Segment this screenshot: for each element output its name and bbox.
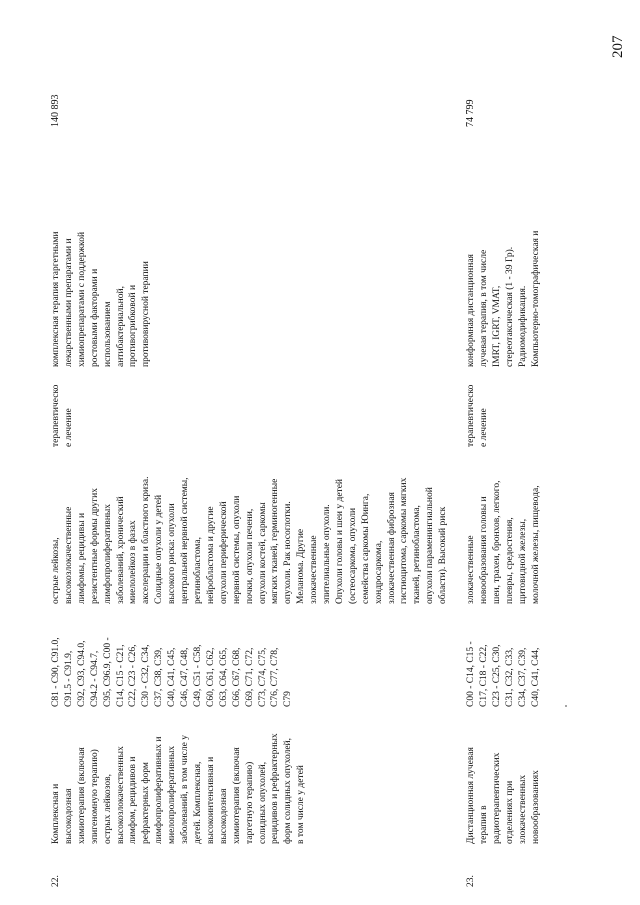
text-line: C91.5 - C91.9, xyxy=(63,650,74,707)
cost-value: 140 893 xyxy=(50,94,61,127)
row-number: 23. xyxy=(466,875,476,887)
icd-codes xyxy=(465,612,542,707)
text-line: химиотерапия (включая xyxy=(231,747,242,844)
text-line: C14, C15 - C21, xyxy=(115,644,126,707)
text-line: плевры, средостения, xyxy=(504,517,515,604)
text-line: Комплексная и xyxy=(51,783,61,844)
text-line: C34, C37, C39, xyxy=(517,647,528,707)
text-line: высокого риска: опухоли xyxy=(167,503,178,604)
text-line: C73, C74, C75, xyxy=(257,647,268,707)
text-line: C40, C41, C44, xyxy=(530,647,541,707)
text-line: C94.2 - C94.7, xyxy=(89,650,100,707)
text-line: резистентные формы других xyxy=(89,487,100,604)
text-line: терапия в xyxy=(478,805,489,844)
text-line: форм солидных опухолей, xyxy=(283,737,294,844)
text-line: лимфопролиферативных и xyxy=(154,736,165,844)
text-line: шеи, трахеи, бронхов, легкого, xyxy=(491,480,502,604)
treatment-type xyxy=(465,377,491,447)
text-line: лимфомы, рецидивы и xyxy=(76,512,87,604)
text-line: гистиоцитома, саркомы мягких xyxy=(399,477,410,604)
text-line: C30 - C32, C34, xyxy=(141,644,152,707)
text-line: нервной системы, опухоли xyxy=(231,495,242,604)
page-number: 207 xyxy=(610,35,626,58)
text-line: е лечение xyxy=(63,408,74,447)
text-line: рефрактерных форм xyxy=(141,762,152,844)
text-line: использованием xyxy=(102,301,113,367)
treatment-type xyxy=(50,377,76,447)
text-line: радиотерапевтических xyxy=(491,752,502,844)
text-line: таргетную терапию) xyxy=(244,761,255,844)
text-line: нейробластома и другие xyxy=(205,506,216,604)
text-line: терапевтическо xyxy=(51,384,61,447)
patient-model xyxy=(465,449,542,604)
text-line: почки, опухоли печени, xyxy=(244,508,255,604)
text-line: щитовидной железы, xyxy=(517,518,528,604)
rotated-table xyxy=(40,32,620,887)
text-line: C37, C38, C39, xyxy=(154,647,165,707)
text-line: комплексная терапия таргетными xyxy=(51,231,61,367)
text-line: антибактериальной, xyxy=(115,286,126,367)
text-line: стереотаксическая (1 - 39 Гр). xyxy=(504,246,515,367)
text-line: C46, C47, C48, xyxy=(180,647,191,707)
treatment-method xyxy=(50,177,153,367)
text-line: опухоли периферической xyxy=(218,501,229,604)
text-line: рецидивов и рефрактерных xyxy=(270,733,281,844)
text-line: новообразованиях xyxy=(530,770,541,844)
text-line: терапевтическо xyxy=(466,384,476,447)
text-line: C76, C77, C78, xyxy=(270,647,281,707)
table-row xyxy=(465,32,625,887)
text-line: лимфом, рецидивов и xyxy=(128,756,139,844)
text-line: мягких тканей, герминогенные xyxy=(270,478,281,604)
text-line: IMRT, IGRT, VMAT, xyxy=(491,285,502,367)
text-line: конформная дистанционная xyxy=(466,254,476,367)
row-number: 22. xyxy=(51,875,61,887)
text-line: тканей, ретинобластома, xyxy=(412,505,423,604)
text-line: химиотерапия (включая xyxy=(76,747,87,844)
text-line: острые лейкозы, xyxy=(51,537,61,604)
text-line: злокачественная фиброзная xyxy=(386,492,397,604)
text-line: детей. Комплексная, xyxy=(192,761,203,844)
text-line: противовирусной терапии xyxy=(141,261,152,367)
text-line: C22, C23 - C26, xyxy=(128,644,139,707)
text-line: новообразования головы и xyxy=(478,496,489,604)
text-line: е лечение xyxy=(478,408,489,447)
text-line: острых лейкозов, xyxy=(102,774,113,844)
text-line: высокозлокачественные xyxy=(63,506,74,604)
text-line: злокачественные xyxy=(466,535,476,604)
text-line: C69, C71, C72, xyxy=(244,647,255,707)
text-line: Радиомодификация. xyxy=(517,285,528,367)
text-line: C23 - C25, C30, xyxy=(491,644,502,707)
text-line: C40, C41, C45, xyxy=(167,647,178,707)
text-line: высокозлокачественных xyxy=(115,746,126,844)
text-line: лимфопролиферативных xyxy=(102,503,113,604)
text-line: лекарственными препаратами и xyxy=(63,238,74,367)
text-line: высокодозная xyxy=(218,788,229,844)
text-line: C92, C93, C94.0, xyxy=(76,640,87,707)
text-line: семейства саркомы Юинга, xyxy=(360,493,371,604)
cost-value: 74 799 xyxy=(465,99,476,127)
text-line: C81 - C90, C91.0, xyxy=(51,637,61,707)
text-line: центральной нервной системы, xyxy=(180,477,191,604)
text-line: Солидные опухоли у детей xyxy=(154,494,165,604)
text-line: C60, C61, C62, xyxy=(205,647,216,707)
text-line: миелолейкоз в фазах xyxy=(128,520,139,604)
text-line: эпителиальные опухоли. xyxy=(322,504,333,604)
text-line: злокачественные xyxy=(309,535,320,604)
text-line: высокодозная xyxy=(63,788,74,844)
treatment-name xyxy=(465,709,542,844)
text-line: в том числе у детей xyxy=(296,765,307,844)
text-line: эпигеномную терапию) xyxy=(89,749,100,844)
text-line: C79 xyxy=(283,691,294,707)
text-line: молочной железы, пищевода, xyxy=(530,485,541,604)
text-line: C00 - C14, C15 - xyxy=(466,641,476,707)
text-line: заболеваний, хронический xyxy=(115,496,126,604)
text-line: солидных опухолей, xyxy=(257,761,268,844)
text-line: миелопролиферативных xyxy=(167,745,178,844)
text-line: хондросаркома, xyxy=(373,540,384,604)
text-line: злокачественных xyxy=(517,774,528,844)
text-line: отделениях при xyxy=(504,780,515,844)
text-line: опухоли параменингиальной xyxy=(425,487,436,604)
text-line: C95, C96.9, C00 - xyxy=(102,637,113,707)
text-line: Меланома. Другие xyxy=(296,528,307,604)
patient-model xyxy=(50,449,450,604)
text-line: C31, C32, C33, xyxy=(504,647,515,707)
text-line: лучевая терапия, в том числе xyxy=(478,249,489,367)
table-row xyxy=(50,32,450,887)
text-line: ростовыми факторами и xyxy=(89,268,100,367)
text-line: Компьютерно-томографическая и xyxy=(530,230,541,367)
text-line: (остеосаркома, опухоли xyxy=(347,507,358,604)
text-line: C63, C64, C65, xyxy=(218,647,229,707)
text-line: опухоли костей, саркомы xyxy=(257,502,268,604)
text-line: ретинобластома, xyxy=(192,537,203,604)
text-line: Дистанционная лучевая xyxy=(466,747,476,844)
text-line: опухоли. Рак носоглотки. xyxy=(283,501,294,604)
text-line: области). Высокий риск xyxy=(438,506,449,604)
text-line: акселерации и бластного криза. xyxy=(141,476,152,604)
treatment-name xyxy=(50,709,308,844)
text-line: C66, C67, C68, xyxy=(231,647,242,707)
text-line: химиопрепаратами с поддержкой xyxy=(76,231,87,367)
text-line: C49, C51 - C58, xyxy=(192,644,203,707)
text-line: противогрибковой и xyxy=(128,284,139,367)
treatment-method xyxy=(465,177,542,367)
text-line: высокоинтенсивная и xyxy=(205,756,216,844)
text-line: Опухоли головы и шеи у детей xyxy=(334,478,345,604)
text-line: C17, C18 - C22, xyxy=(478,644,489,707)
icd-codes xyxy=(50,612,295,707)
text-line: заболеваний, в том числе у xyxy=(180,735,191,844)
